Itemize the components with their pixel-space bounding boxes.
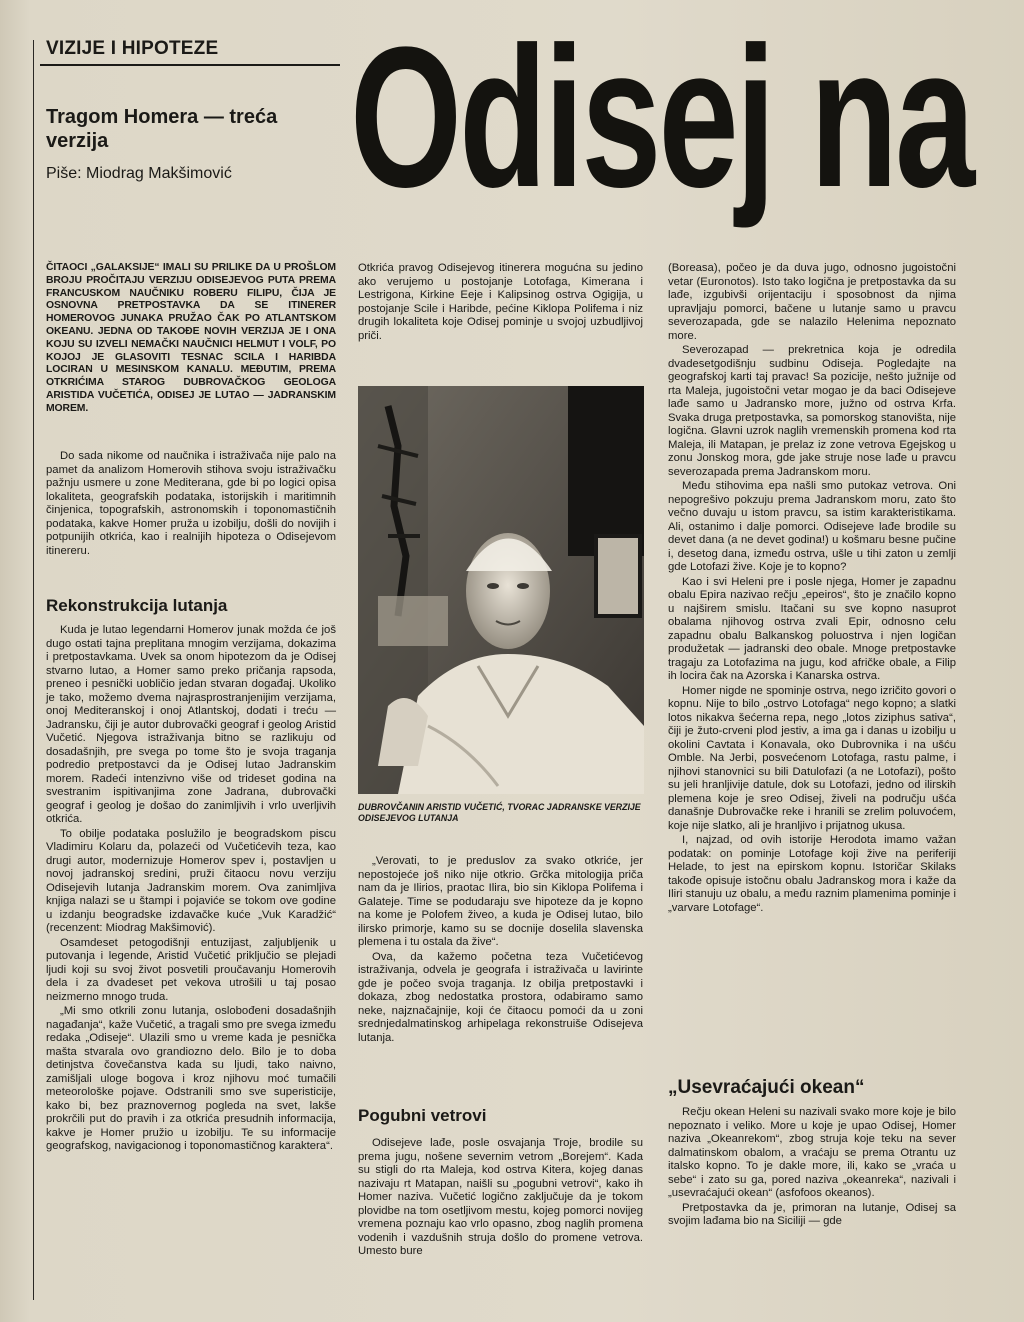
paragraph: Ova, da kažemo početna teza Vučetićevog istraživanja, odvela je geografa i istraživača u lavirinte gde je počeo svoja traganja. Iz obilja pretpostavki i dokaza, zbog nedostatka prostora, odabiramo samo neke, najznačajnije, koji će čitaocu pomoći da u zoni srednjedalmatinskog arhipelaga rekonstruiše Odisejeva lutanja. bbox=[358, 950, 643, 1044]
margin-rule bbox=[33, 40, 34, 1300]
paragraph: I, najzad, od ovih istorije Herodota imamo važan podatak: on pominje Lotofage koji žive na periferiji Helade, to jest na epirskom kopnu. Istoričar Skilaks takođe opisuje istočnu obalu Jadranskog mora i kaže da Iliri stanuju uz obalu, a među raznim plamenima pominje i „varvare Lotofage“. bbox=[668, 834, 956, 914]
kicker-title: Tragom Homera — treća verzija bbox=[46, 106, 278, 152]
subheading-pogubni-vetrovi: Pogubni vetrovi bbox=[358, 1106, 487, 1125]
column-c-end bbox=[668, 1106, 956, 1230]
paragraph: Osamdeset petogodišnji entuzijast, zaljubljenik u putovanja i legende, Aristid Vučetić priključio se plejadi ljudi koji su svoj život posvetili proučavanju Homerovih dela i za dvadeset pet vekova utrošili u taj posao neizmerno mnogo truda. bbox=[46, 936, 336, 1003]
section-rule bbox=[40, 64, 340, 66]
subheading-usevracajuci-okean: „Usevraćajući okean“ bbox=[668, 1077, 865, 1098]
column-a-intro bbox=[46, 450, 336, 559]
portrait-illustration bbox=[358, 386, 644, 794]
paragraph: To obilje podataka poslužilo je beogradskom piscu Vladimiru Kolaru da, polazeći od Vučetićevih teza, kao drugi autor, modernizuje Homerov spev i, postavljen u novoj jadranskoj sredini, pruži čitaocu novu verziju Odisejevih lutanja Jadranskim morem. Ova zanimljiva knjiga nalazi se u štampi i pojaviće se tokom ove godine u izdanju beogradske izdavačke kuće „Vuk Karadžić“ (recenzent: Miodrag Makšimović). bbox=[46, 827, 336, 934]
subheading-rekonstrukcija: Rekonstrukcija lutanja bbox=[46, 596, 228, 615]
column-b-end bbox=[358, 1137, 643, 1260]
paragraph: Otkrića pravog Odisejevog itinerera mogućna su jedino ako verujemo u postojanje Lotofaga, Kimerana i Lestrigona, Kirkine Eeje i Kalipsinog ostrva Ogigija, u postojanje Scile i Haribde, pećine Kiklopa Polifema i niz drugih lokaliteta koje Odisej pominje u svojoj uzbudljivoj priči. bbox=[358, 262, 643, 342]
lead-paragraph: ČITAOCI „GALAKSIJE“ IMALI SU PRILIKE DA U PROŠLOM BROJU PROČITAJU VERZIJU ODISEJEVOG PUTA PREMA FRANCUSKOM NAUČNIKU ROBERU FILIPU, ČIJA JE OSNOVNA PRETPOSTAVKA DA SE ITINERER HOMEROVOG JUNAKA PRUŽAO ČAK PO ATLANTSKOM OKEANU. JEDNA OD TAKOĐE NOVIH VERZIJA JE I ONA KOJU SU IZVELI NEMAČKI NAUČNICI HELMUT I VOLF, PO KOJOJ JE GLASOVITI TESNAC SCILA I HARIBDA LOCIRAN U MESINSKOM KANALU. MEĐUTIM, PREMA OTKRIĆIMA STAROG DUBROVAČKOG GEOLOGA ARISTIDA VUČETIĆA, ODISEJ JE LUTAO — JADRANSKIM MOREM. bbox=[46, 262, 336, 414]
portrait-photo bbox=[358, 386, 644, 794]
paragraph: Pretpostavka da je, primoran na lutanje, Odisej sa svojim lađama bio na Siciliji — gde bbox=[668, 1201, 956, 1227]
headline: Odisej na bbox=[350, 6, 973, 229]
section-label: VIZIJE I HIPOTEZE bbox=[46, 38, 219, 59]
paragraph: Rečju okean Heleni su nazivali svako more koje je bilo nepoznato i veliko. More u koje je upao Odisej, Homer naziva „Okeanrekom“, zbog struja koje teku na sever dalmatinskom obalom, a vraćaju se prema Otrantu uz italsko kopno. To je dakle more, ili, kako se „vraća u sebe“ i zato su ga, pored naziva „okeanreka“, nazivali i „usevraćajući okean“ (asfofoos okeanos). bbox=[668, 1106, 956, 1199]
paragraph: „Verovati, to je preduslov za svako otkriće, jer nepostojeće još niko nije otkrio. Grčka mitologija priča nam da je Ilirios, praotac Ilira, bio sin Kiklopa Polifema i Galateje. Time se podudaraju sve hipoteze da je kopno na kome je Polofem živeo, a kuda je Odisej lutao, bilo ilirsko primorje, kamo su se docnije doselila slavenska plemena i tu ostala da žive“. bbox=[358, 855, 643, 948]
paragraph: „Mi smo otkrili zonu lutanja, oslobođeni dosadašnjih nagađanja“, kaže Vučetić, a tragali smo pre svega između redaka „Odiseje“. Ulazili smo u vreme kada je pesnička mašta stvarala ovo grandiozno delo. Bilo je to doba detinjstva čovečanstva kada su ljudi, tako naivno, zamišljali uloge bogova i kroz njihovu moć tumačili meteorološke pojave. Odstranili smo sve superisticije, kako bi, bez praznovernog pogleda na svet, lakše prokrčili put do pravih i za otkrića presudnih informacija, kakve je Homer pružio u izobilju. Te su informacije geografskog, navigacionog i toponomastičnog karaktera“. bbox=[46, 1005, 336, 1152]
paragraph: Homer nigde ne spominje ostrva, nego izričito govori o kopnu. Nije to bilo „ostrvo Lotofaga“ nego kopno; a slatki lotos nikakva šećerna repa, nego „lotos ziziphus sativa“, čiji je žuto-crveni plod jestiv, a ima ga i danas u izobilju u okolini Cavtata i Konavala, oko Dubrovnika i na ušću Omble. Na Jerbi, posvećenom Lotofaga, rastu palme, i njihovi stanovnici su bili Datulofazi (a ne Lotofazi), pošto su jeli hranljivije datule, dok su Lotofazi, jedno od ilirskih plemena koje je sreo Odisej, živeli na području ušća današnje Dubrovačke reke i hranili se zrelim poluvoćem, koje nije slatko, ali je hranljivo i prijatnog ukusa. bbox=[668, 684, 956, 832]
column-c-body bbox=[668, 262, 956, 916]
paragraph: Među stihovima epa našli smo putokaz vetrova. Oni nepogrešivo pokzuju prema Jadranskom moru, zato što večno duvaju u istom pravcu, sa istim karakteristikama. Ali, ostanimo i dalje pomorci. Odisejeve lađe brodile su devet dana (a ne devet godina!) u košmaru besne pučine i, desetog dana, između ostrva, ušle u tihi zaton u zemlji gde Lotofazi žive. Koje je to kopno? bbox=[668, 480, 956, 573]
column-b-intro bbox=[358, 262, 643, 344]
paragraph: Kao i svi Heleni pre i posle njega, Homer je zapadnu obalu Epira nazivao rečju „epeiros“, što je značilo kopno u najširem smislu. Itačani su sve kopno nasuprot obalama njihovog ostrva zvali Epir, odnosno celu zapadnu obalu Balkanskog poluostrva i njen logičan produžetak — jadranski deo obale. Mnoge pretpostavke tragaju za Lotofazima na jugu, kod afričke obale, a Filip ih locira čak na Azorska i Kanarska ostrva. bbox=[668, 575, 956, 682]
photo-caption: DUBROVČANIN ARISTID VUČETIĆ, TVORAC JADRANSKE VERZIJE ODISEJEVOG LUTANJA bbox=[358, 802, 641, 823]
paragraph: Do sada nikome od naučnika i istraživača nije palo na pamet da analizom Homerovih stihova svoju istraživačku pažnju usmere u zone Mediterana, gde bi po logici opisa lokaliteta, geografskih podataka, istorijskih i maritimnih činjenica, topografskih, astronomskih i toponomastičnih podataka, kakve Homer pruža u izobilju, došli do novijih i potpunijih otkrića, kao i realnijih hipoteza o Odisejevom itinereru. bbox=[46, 450, 336, 557]
paragraph: (Boreasa), počeo je da duva jugo, odnosno jugoistočni vetar (Euronotos). Isto tako logična je pretpostavka da su lađe, izgubivši orijentaciju i sposobnost da njima upravljaju pomorci, bačene u lutanje samo u pravcu severozapada, gde se nalazilo Helenima nepoznato more. bbox=[668, 262, 956, 342]
column-b-body bbox=[358, 855, 643, 1046]
paragraph: Kuda je lutao legendarni Homerov junak možda će još dugo ostati tajna preplitana mnogim verzijama, dokazima i pretpostavkama. Uvek sa onom hipotezom da je Odisej stvarno lutao, a Homer samo preko pričanja rapsoda, preneo i pesnički uobličio jedan stvaran događaj. Ukoliko je tako, možemo dvema najrasprostranjenijim verzijama, onoj Mediteranskoj i onoj Atlantskoj, dodati i treću — Jadransku, čiji je autor dubrovački geograf i geolog Aristid Vučetić. Njegova istraživanja bitno se razlikuju od dosadašnjih, pre svega po tome što je svoja traganja podredio pretpostavci da je Odisej lutao Jadranskim morem. Radeći intenzivno više od trideset godina na svestranim ispitivanjima zone Jadrana, dubrovački geograf i geolog je došao do zanimljivih i vrlo uverljivih otkrića. bbox=[46, 624, 336, 825]
byline: Piše: Miodrag Makšimović bbox=[46, 165, 232, 182]
paragraph: Odisejeve lađe, posle osvajanja Troje, brodile su prema jugu, nošene severnim vetrom „Borejem“. Kada su stigli do rta Maleja, kod ostrva Kitera, kojeg danas nazivaju rt Matapan, naišli su „pogubni vetrovi“, kako ih Homer naziva. Vučetić logično zaključuje da je tokom plovidbe na tom osetljivom mestu, kojeg pomorci novijeg vremena poznaju kao vrlo opasno, zbog naglih promena vodenih i vazdušnih struja došlo do promene vetrova. Umesto bure bbox=[358, 1137, 643, 1257]
column-a-body bbox=[46, 624, 336, 1155]
paragraph: Severozapad — prekretnica koja je odredila dvadesetgodišnju sudbinu Odiseja. Pogledajte na geografskoj karti taj pravac! Sa pozicije, nešto južnije od rta Maleja, jugoistočni vetar mogao je da baci Odiseјeve lađe samo u Jadransko more, južno od ostrva Krfa. Svaka druga pretpostavka, sa pomorskog stanovišta, nije logična. Glavni uzrok naglih vremenskih promena kod rta Maleja, ili Matapan, je prelaz iz zone vetrova Egejskog u zonu Jonskog mora, gde jake struje nose lađe u pravcu severozapada prema Jadranskom moru. bbox=[668, 344, 956, 478]
